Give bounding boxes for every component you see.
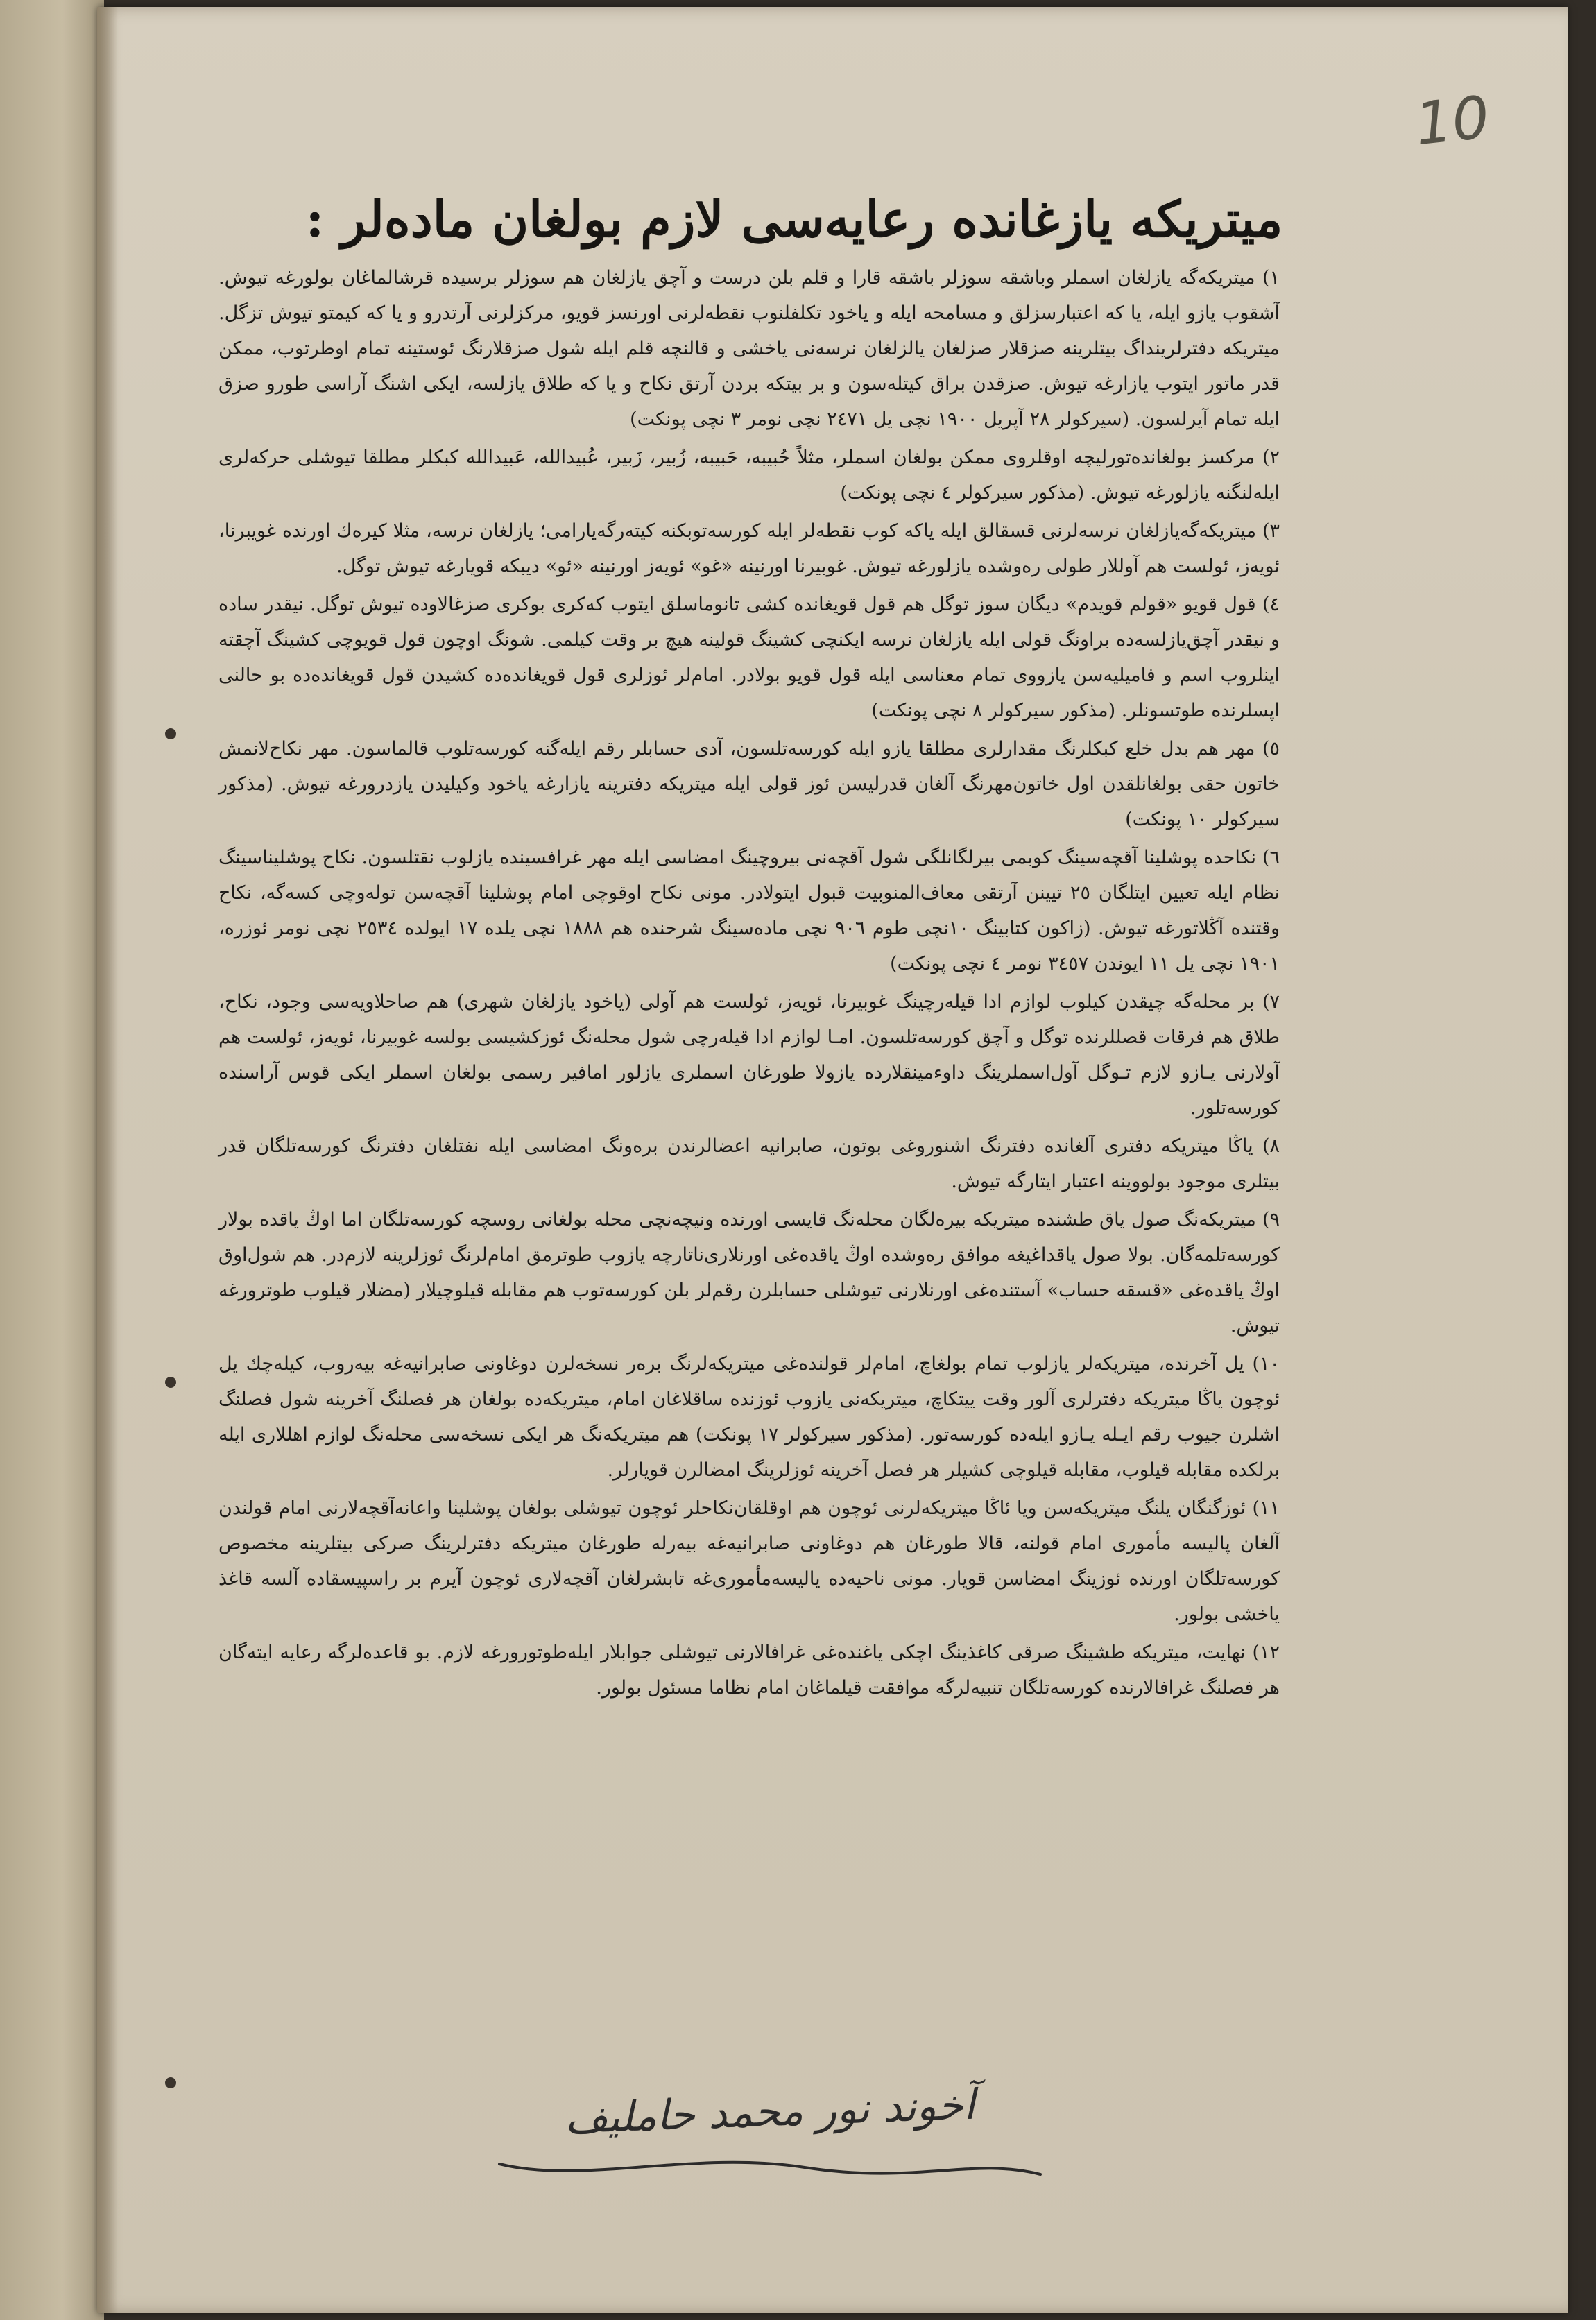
binding-hole-mark (165, 1377, 176, 1388)
paragraph-1: ١) میتریکه‌گه یازلغان اسملر وباشقه سوزلر باشقه قارا و قلم بلن درست و آچق یازلغان هم سوزلر برسیده قرشالماغان بولورغه تیوش. آشقوب یازو ایله، یا که اعتبارسزلق و مسامحه ایله و یاخود تکلفلنوب نقطه‌لرنی اورنسز قویو، مرکزلرنی آرتدرو و یا که کیمتو تیوش تزگل. میتریکه دفترلرینداگ بیتلرینه صزقلار صزلغان یالزلغان نرسه‌نی یاخشی و قالنچه قلم ایله شول صزقلارنگ ئوستینه تمام اوطرتوب، ممکن قدر ماتور ایتوب یازارغه تیوش. صزقدن براق کیتله‌سون و بر بیتکه بردن آرتق نکاح و یا که طلاق یازلسه، ایکی اشنگ آراسی طورو صزق ایله تمام آیرلسون. (سیرکولر ٢٨ آپریل ١٩٠٠ نچی یل ٢٤٧١ نچی نومر ٣ نچی پونکت) (218, 267, 1280, 430)
paragraph-4: ٤) قول قویو «قولم قویدم» دیگان سوز توگل هم قول قویغانده کشی تانوماسلق ایتوب کەکری بوکری صزغالاوده تیوش توگل. نیقدر ساده و نیقدر آچق‌یازلسه‌ده براونگ قولی ایله یازلغان نرسه ایکنچی کشینگ قولینه هیچ بر وقت کیلمی. شونگ اوچون قول قویوچی کشینگ آچقته اینلروب اسم و فامیلیه‌سن یازووی تمام معناسی ایله قول قویو بولادر. امام‌لر ئوزلری قول قویغانده‌ده کشیدن قول قویغانده‌ده بو حالنی اپسلرنده طوتسونلر. (مذکور سیرکولر ٨ نچی پونکت) (218, 594, 1280, 721)
paragraph-11: ١١) ئوزگنگان یلنگ میتریکه‌سن ویا ئاڭا میتریکه‌لرنی ئوچون هم اوقلقان‌نکاحلر ئوچون تیوشلی بولغان پوشلینا واعانه‌آقچه‌لارنی امام قولندن آلغان پالیسه مأموری امام قولنه، قالا طورغان هم دوغاونی صابرانیه‌غه بیه‌رله طورغان میتریکه دفترلرینگ صرکی بیتلرینه مخصوص کورسه‌تلگان اورنده ئوزینگ امضاسن قویار. مونی ناحیه‌ده یالیسه‌مأموری‌غه تابشرلغان آقچه‌لاری ئوچون آیرم بر راسپیسقاده آلسه قاغذ یاخشی بولور. (218, 1497, 1280, 1625)
binding-hole-mark (165, 728, 176, 739)
paragraph-10: ١٠) یل آخرنده، میتریکه‌لر یازلوب تمام بولغاچ، امام‌لر قولنده‌غی میتریکه‌لرنگ بره‌ر نسخه‌لرن دوغاونی صابرانیه‌غه بیه‌روب، کیله‌چك یل ئوچون یاڭا میتریکه دفترلری آلور وقت ییتکاچ، میتریکه‌نی یازوب ئوزنده ساقلاغان امام، میتریکه‌ده بولغان هر فصلنگ آخرینه شول فصلنگ اشلرن جیوب رقم ایـله یـازو ایله‌ده کورسه‌تور. (مذکور سیرکولر ١٧ پونکت) هم میتریکه‌نگ هر ایکی نسخه‌سی محله‌نگ لوازم اهللاری ایله برلکده مقابله قیلوب، مقابله قیلوچی کشیلر هر فصل آخرینه ئوزلرینگ امضالرن قویارلر. (218, 1353, 1280, 1481)
handwritten-signature: آخوند نور محمد حاملیف (564, 2080, 976, 2144)
paragraph-3: ٣) میتریکه‌گه‌یازلغان نرسه‌لرنی قسقالق ایله یاکه کوب نقطه‌لر ایله کورسه‌توبکنه کیته‌رگه‌یارامی؛ یازلغان نرسه، مثلا کیره‌ك اورنده غویبرنا، ئویه‌ز، ئولست هم آوللار طولی رەوشده یازلورغه تیوش. غوبیرنا اورنینه «غو» ئویه‌ز اورنینه «ئو» دیبکه قویارغه تیوش توگل. (218, 520, 1280, 577)
underlying-page-edge (0, 0, 104, 2320)
paragraph-6: ٦) نکاحده پوشلینا آقچه‌سینگ کوبمی بیرلگانلگی شول آقچه‌نی بیروچینگ امضاسی ایله مهر غرافسینده یازلوب نقتلسون. نکاح پوشلیناسینگ نظام ایله تعیین ایتلگان ٢٥ تیینن آرتقی معاف‌المنوبیت قبول ایتولادر. مونی نکاح اوقوچی امام پوشلینا آقچه‌سن تولەوچی کسەگه، نکاح وقتنده آڭلاتورغه تیوش. (زاکون کتابینگ ١٠نچی طوم ٩٠٦ نچی ماده‌سینگ شرحنده هم ١٨٨٨ نچی یلده ١٧ ایولده ٢٥٣٤ نچی نومر ئوزره، ١٩٠١ نچی یل ١١ ایوندن ٣٤٥٧ نومر ٤ نچی پونکت) (218, 847, 1280, 974)
page-title: میتریکه یازغانده رعایه‌سی لازم بولغان ماده‌لر : (305, 189, 1283, 249)
paragraph-12: ١٢) نهایت، میتریکه طشینگ صرقی کاغذینگ اچکی یاغنده‌غی غرافالارنی تیوشلی جوابلار ایله‌طوتورورغه لازم. بو قاعده‌لرگه رعایه ایته‌گان هر فصلنگ غرافالارنده کورسه‌تلگان تنبیه‌لرگه موافقت قیلماغان امام نظاما مسئول بولور. (218, 1642, 1280, 1699)
binding-hole-mark (165, 2077, 176, 2088)
paragraph-2: ٢) مرکسز بولغانده‌تورلیچه اوقلروی ممکن بولغان اسملر، مثلاً حُبیبه، حَبیبه، زُبیر، زَبیر، عُبیدالله، عَبیدالله کبکلر مطلقا تیوشلی حرکه‌لری ایله‌لنگنه یازلورغه تیوش. (مذکور سیرکولر ٤ نچی پونکت) (218, 447, 1280, 504)
paragraph-8: ٨) یاڭا میتریکه دفتری آلغانده دفترنگ اشنوروغی بوتون، صابرانیه اعضالرندن برەونگ امضاسی ایله نفتلغان دفترنگ کورسه‌تلگان قدر بیتلری موجود بولووینه اعتبار ایتارگه تیوش. (218, 1135, 1280, 1192)
signature-flourish (486, 2136, 1054, 2185)
paragraph-5: ٥) مهر هم بدل خلع کبکلرنگ مقدارلری مطلقا یازو ایله کورسه‌تلسون، آدی حسابلر رقم ایله‌گنه کورسه‌تلوب قالماسون. مهر نکاح‌لانمش خاتون حقی بولغانلقدن اول خاتون‌مهرنگ آلغان قدرلیسن ئوز قولی ایله میتریکه دفترینه یازارغه یاخود وکیلیدن یازدرورغه تیوش. (مذکور سیرکولر ١٠ پونکت) (218, 738, 1280, 830)
paragraph-9: ٩) میتریکه‌نگ صول یاق طشنده میتریکه بیره‌لگان محله‌نگ قایسی اورنده ونیچه‌نچی محله بولغانی روسچه کورسه‌تلگان اما اوڭ یاقده بولار کورسه‌تلمه‌گان. بولا صول یاقداغیغه موافق رەوشده اوڭ یاقدەغی اورنلاری‌ناتارچه یازوب طوترمق امام‌لرنگ ئوزلرینه لازم‌در. هم شول‌اوق اوڭ یاقدەغی «قسقه حساب» آستنده‌غی اورنلارنی تیوشلی حسابلرن رقم‌لر بلن کورسه‌توب هم مقابله قیلوچیلار (مضلار قیلوب طوترورغه تیوش. (218, 1209, 1280, 1337)
paragraph-7: ٧) بر محله‌گه چیقدن کیلوب لوازم ادا قیلەرچینگ غوبیرنا، ئویه‌ز، ئولست هم آولی (یاخود یازلغان شهری) هم صاحلاویه‌سی وجود، نکاح، طلاق هم فرقات قصللرنده توگل و آچق کورسه‌تلسون. امـا لوازم ادا قیلەرچی شول محله‌نگ ئوزکشیسی بولسه غوبیرنا، ئویه‌ز، ئولست هم آولارنی یـازو لازم تـوگل آول‌اسملرینگ داوءمینقلاردە یازولا طورغان اسملری یازلور امافیر رسمی بولغان اسملر ایکی قوس آراسنده کورسه‌تلور. (218, 991, 1280, 1119)
handwritten-page-number: 10 (1411, 83, 1493, 159)
document-body (218, 260, 1280, 1708)
page-binding-shadow (97, 7, 118, 2313)
